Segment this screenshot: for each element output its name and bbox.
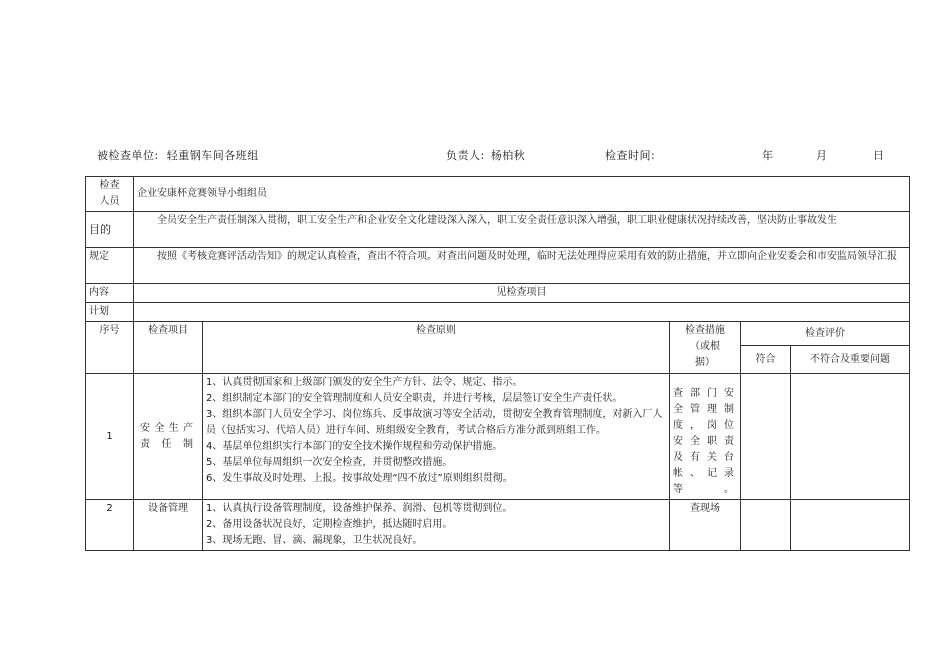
principle-line: 2、备用设备状况良好，定期检查维护，抵达随时启用。 [206, 519, 453, 530]
principle-line: 3、组织本部门人员安全学习、岗位练兵、反事故演习等安全活动，贯彻安全教育管理制度，对新入厂人员（包括实习、代培人员）进行车间、班组级安全教育，考试合格后方准分派到班组工作。 [206, 409, 663, 436]
rules-label: 规定 [86, 248, 134, 284]
inspectors-label [86, 177, 134, 212]
item-nonconform [791, 500, 910, 551]
principle-line: 3、现场无跑、冒、滴、漏现象，卫生状况良好。 [206, 535, 423, 546]
day-label: 日 [873, 149, 885, 162]
item-measure: 查部门安全管理制度，岗位安全职责及有关台帐、记录等。 [670, 374, 741, 500]
content-label: 内容 [86, 284, 134, 303]
item-conform [741, 374, 791, 500]
plan-row [86, 303, 910, 322]
inspectors-label-line1: 检查 [99, 180, 120, 191]
inspected-unit-label: 被检查单位: [97, 149, 159, 162]
inspectors-row [86, 177, 910, 212]
column-header-row [86, 322, 910, 346]
responsible-person [446, 147, 525, 163]
purpose-label: 目的 [86, 212, 134, 248]
item-principles [203, 500, 670, 551]
item-name: 设备管理 [134, 500, 203, 551]
content-row [86, 284, 910, 303]
col-header-measure-line3: 据） [695, 357, 715, 368]
plan-value [134, 303, 910, 322]
responsible-person-value: 杨柏秋 [490, 149, 526, 162]
item-conform [741, 500, 791, 551]
principle-line: 4、基层单位组织实行本部门的安全技术操作规程和劳动保护措施。 [206, 441, 503, 452]
col-header-measure [670, 322, 741, 374]
inspectors-label-line2: 人员 [99, 196, 120, 207]
table-row [86, 374, 910, 500]
col-header-evaluation: 检查评价 [741, 322, 910, 346]
principle-line: 2、组织制定本部门的安全管理制度和人员安全职责，并进行考核，层层签订安全生产责任状。 [206, 393, 623, 404]
inspected-unit [97, 147, 259, 163]
col-header-principle: 检查原则 [203, 322, 670, 374]
month-label: 月 [816, 149, 828, 162]
purpose-row [86, 212, 910, 248]
col-header-nonconform: 不符合及重要问题 [791, 346, 910, 374]
rules-row [86, 248, 910, 284]
col-header-no: 序号 [86, 322, 134, 374]
col-header-conform: 符合 [741, 346, 791, 374]
purpose-value: 全员安全生产责任制深入贯彻，职工安全生产和企业安全文化建设深入深入，职工安全责任意识深入增强，职工职业健康状况持续改善，坚决防止事故发生 [134, 212, 910, 248]
principle-line: 5、基层单位每周组织一次安全检查，并贯彻整改措施。 [206, 457, 453, 468]
item-name: 安全生产责任制 [134, 374, 203, 500]
col-header-measure-line1: 检查措施 [685, 325, 725, 336]
plan-label: 计划 [86, 303, 134, 322]
content-value: 见检查项目 [134, 284, 910, 303]
inspectors-value: 企业安康杯竞赛领导小组组员 [134, 177, 910, 212]
principle-line: 1、认真执行设备管理制度，设备维护保养、润滑、包机等贯彻到位。 [206, 503, 513, 514]
inspection-time-label: 检查时间: [605, 149, 656, 162]
item-nonconform [791, 374, 910, 500]
col-header-measure-line2: （或根 [690, 341, 720, 352]
item-principles [203, 374, 670, 500]
item-no: 1 [86, 374, 134, 500]
responsible-person-label: 负责人: [446, 149, 485, 162]
inspection-form-table [85, 176, 910, 551]
col-header-item: 检查项目 [134, 322, 203, 374]
inspected-unit-value: 轻重钢车间各班组 [166, 149, 259, 162]
item-no: 2 [86, 500, 134, 551]
principle-line: 1、认真贯彻国家和上级部门颁发的安全生产方针、法令、规定、指示。 [206, 377, 523, 388]
principle-line: 6、发生事故及时处理、上报。按事故处理“四不放过”原则组织贯彻。 [206, 473, 513, 484]
rules-value: 按照《考核竞赛评活动告知》的规定认真检查，查出不符合项。对查出问题及时处理，临时无法处理得应采用有效的防止措施，并立即向企业安委会和市安监局领导汇报 [134, 248, 910, 284]
table-row [86, 500, 910, 551]
item-measure: 查现场 [670, 500, 741, 551]
year-label: 年 [762, 149, 774, 162]
